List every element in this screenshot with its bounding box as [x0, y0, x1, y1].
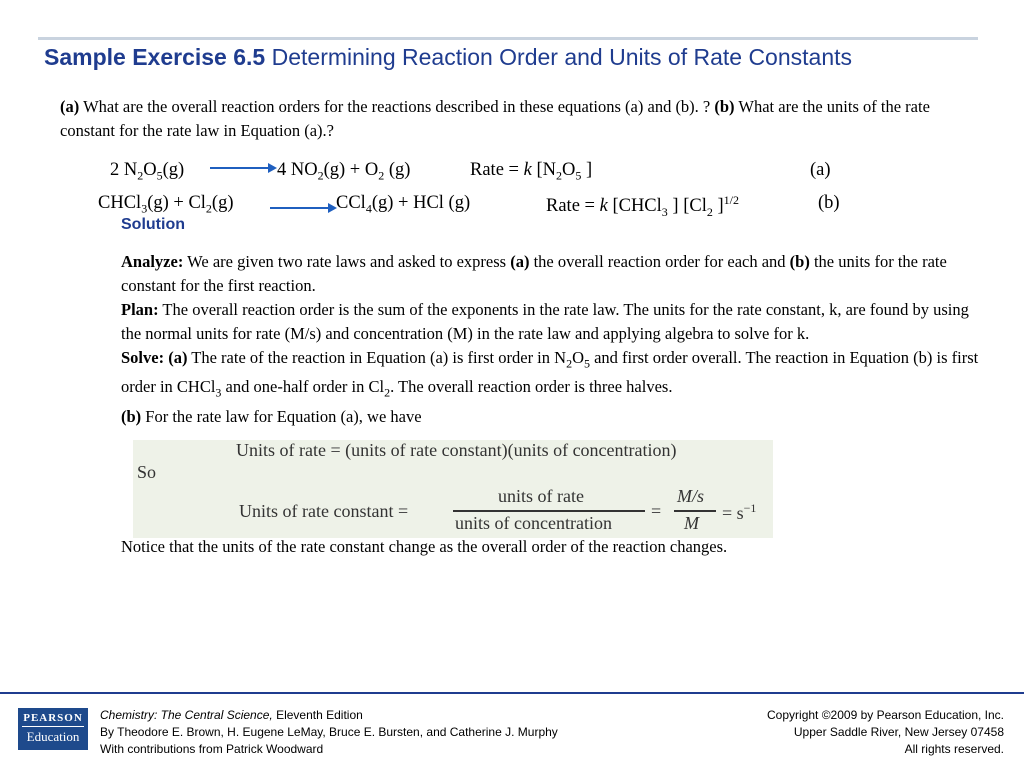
question — [60, 95, 960, 143]
equation-b-reactants: CHCl$_3$(g) + $Cl_2(g)$ — [98, 193, 234, 216]
equation-b-label: (b) — [818, 193, 840, 213]
question-a-text: What are the overall reaction orders for the reactions described in these equations (a) and (b). ? — [83, 97, 711, 116]
fraction-2-denominator: M — [684, 513, 699, 533]
footer-copyright — [767, 707, 1004, 758]
question-a-label: (a) — [60, 97, 80, 116]
notice-text: Notice that the units of the rate constant change as the overall order of the reaction changes. — [121, 537, 728, 556]
slide-title — [44, 44, 852, 71]
result-units: = $s^{-1}$ — [722, 501, 757, 523]
solution-heading: Solution — [121, 216, 185, 233]
equation-a-products: 4 $NO_2(g) + O_2$ (g) — [277, 160, 411, 183]
book-authors: By Theodore E. Brown, H. Eugene LeMay, Bruce E. Bursten, and Catherine J. Murphy — [100, 725, 558, 739]
solution-body — [121, 250, 993, 429]
title-exercise-number: Sample Exercise 6.5 — [44, 44, 266, 70]
part-b-label: (b) — [121, 406, 142, 426]
footer-rule — [0, 692, 1024, 694]
fraction-1-bar — [453, 510, 645, 512]
equation-b-rate-law: Rate = k [CHCl$_3$ ] [$Cl_2$ ]$^{1/2}$ — [546, 193, 739, 219]
footer-citation — [100, 707, 558, 758]
equation-b-arrow — [268, 200, 338, 216]
solve-paragraph: Solve: (a) The rate of the reaction in Equation (a) is first order in $N_2O_5$ and first order overall. The reaction in Equation (b) is first order in CHCl$_3$ and one-half order in $Cl_2$. The overall reaction order is three halves. — [121, 348, 979, 400]
question-b-label: (b) — [714, 97, 735, 116]
equals-sign-2: = — [651, 501, 662, 521]
equation-a-arrow — [208, 158, 278, 174]
rights-line: All rights reserved. — [904, 742, 1004, 756]
copyright-line: Copyright ©2009 by Pearson Education, Inc. — [767, 708, 1004, 722]
book-title: Chemistry: The Central Science, — [100, 708, 273, 722]
equation-a-reactants: 2 $N_2O_5(g)$ — [110, 160, 185, 183]
top-rule — [38, 37, 978, 40]
title-topic: Determining Reaction Order and Units of Rate Constants — [271, 44, 852, 70]
fraction-2-numerator: M/s — [677, 486, 704, 506]
analyze-label: Analyze: — [121, 252, 184, 271]
publisher-address: Upper Saddle River, New Jersey 07458 — [793, 725, 1004, 739]
part-b-paragraph: (b) For the rate law for Equation (a), we have — [121, 406, 422, 426]
fraction-1-denominator: units of concentration — [455, 513, 612, 533]
plan-label: Plan: — [121, 300, 159, 319]
fraction-1-numerator: units of rate — [498, 486, 584, 506]
so-text: So — [137, 462, 157, 482]
equation-b-products: CCl$_4$(g) + HCl (g) — [336, 193, 471, 216]
fraction-2-bar — [674, 510, 716, 512]
solve-label: Solve: (a) — [121, 348, 188, 367]
plan-paragraph: Plan: The overall reaction order is the sum of the exponents in the rate law. The units for the rate constant, k, are found by using the normal units for rate (M/s) and concentration (M) in the rate law and applying algebra to solve for k. — [121, 300, 969, 343]
equation-a-label: (a) — [810, 160, 831, 180]
book-edition: Eleventh Edition — [272, 708, 363, 722]
analyze-paragraph: Analyze: We are given two rate laws and asked to express (a) the overall reaction order for each and (b) the units for the rate constant for the first reaction. — [121, 252, 947, 295]
pearson-logo: PEARSON Education — [18, 708, 88, 750]
question-b-text: What are the units of the rate constant for the rate law in Equation (a).? — [60, 97, 930, 140]
book-contributors: With contributions from Patrick Woodward — [100, 742, 324, 756]
equation-a-rate-law: Rate = k [$N_2O_5$ ] — [470, 160, 593, 183]
units-rate-constant-lhs: Units of rate constant = — [239, 501, 409, 521]
units-equation-line: Units of rate = (units of rate constant)(units of concentration) — [236, 440, 677, 460]
